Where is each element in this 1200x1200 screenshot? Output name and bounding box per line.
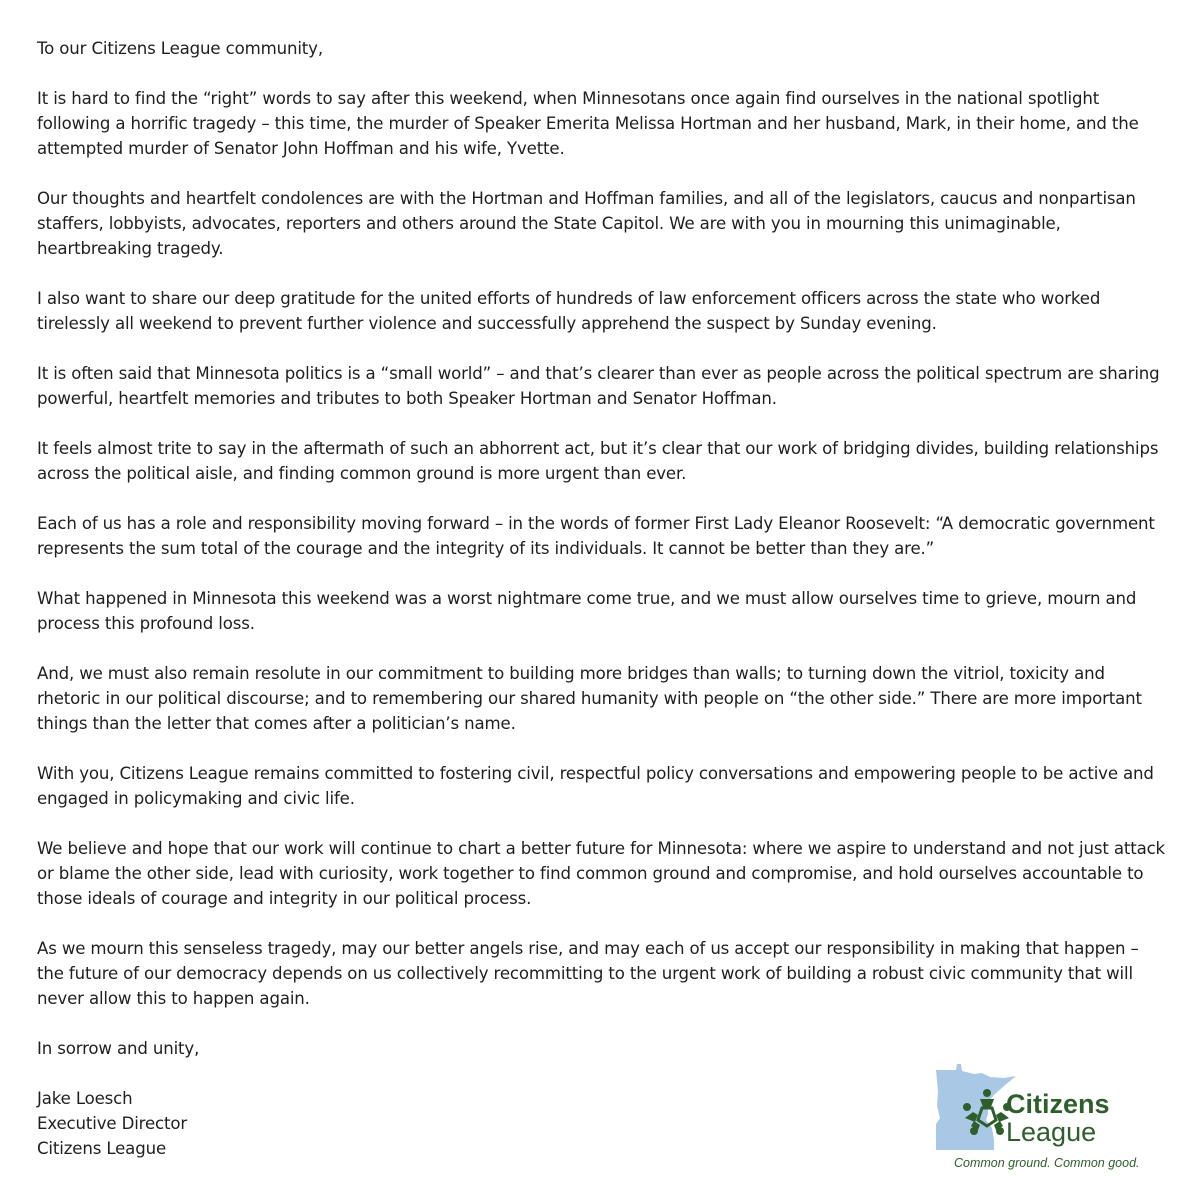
signature-organization: Citizens League	[37, 1139, 167, 1158]
letter-paragraph: It is often said that Minnesota politics is a “small world” – and that’s clearer than ever as people across the political spectrum are sharing powerful, heartfelt memories and tributes to both Speaker Hortman and Senator Hoffman.	[37, 364, 1160, 408]
letter-paragraph: We believe and hope that our work will continue to chart a better future for Minnesota: where we aspire to understand and not just attack or blame the other side, lead with curiosity, work together to find common ground and compromise, and hold ourselves accountable to those ideals of courage and integrity in our political process.	[37, 839, 1166, 908]
letter-paragraph: It is hard to find the “right” words to say after this weekend, when Minnesotans once again find ourselves in the national spotlight following a horrific tragedy – this time, the murder of Speaker Emerita Melissa Hortman and her husband, Mark, in their home, and the attempted murder of Senator John Hoffman and his wife, Yvette.	[37, 89, 1139, 158]
letter-paragraph: As we mourn this senseless tragedy, may our better angels rise, and may each of us accept our responsibility in making that happen – the future of our democracy depends on us collectively recommitting to the urgent work of building a robust civic community that will never allow this to happen again.	[37, 939, 1139, 1008]
citizens-league-logo	[930, 1062, 1170, 1178]
signature-title: Executive Director	[37, 1114, 188, 1133]
logo-name-citizens: Citizens	[1006, 1089, 1110, 1119]
letter-closing: In sorrow and unity,	[37, 1039, 200, 1058]
logo-wordmark	[1006, 1090, 1110, 1146]
letter-body	[37, 36, 1169, 1161]
letter-paragraph: It feels almost trite to say in the aftermath of such an abhorrent act, but it’s clear that our work of bridging divides, building relationships across the political aisle, and finding common ground is more urgent than ever.	[37, 439, 1159, 483]
logo-tagline: Common ground. Common good.	[954, 1156, 1140, 1170]
logo-name-league: League	[1006, 1117, 1097, 1147]
signature-name: Jake Loesch	[37, 1089, 133, 1108]
letter-paragraph: I also want to share our deep gratitude for the united efforts of hundreds of law enforcement officers across the state who worked tirelessly all weekend to prevent further violence and successfully apprehend the suspect by Sunday evening.	[37, 289, 1101, 333]
letter-paragraph: Each of us has a role and responsibility moving forward – in the words of former First Lady Eleanor Roosevelt: “A democratic government represents the sum total of the courage and the integrity of its individuals. It cannot be better than they are.”	[37, 514, 1155, 558]
letter-paragraph: And, we must also remain resolute in our commitment to building more bridges than walls; to turning down the vitriol, toxicity and rhetoric in our political discourse; and to remembering our shared humanity with people on “the other side.” There are more important things than the letter that comes after a politician’s name.	[37, 664, 1142, 733]
letter-greeting: To our Citizens League community,	[37, 39, 323, 58]
letter-paragraph: With you, Citizens League remains committed to fostering civil, respectful policy conversations and empowering people to be active and engaged in policymaking and civic life.	[37, 764, 1154, 808]
letter-paragraph: Our thoughts and heartfelt condolences are with the Hortman and Hoffman families, and all of the legislators, caucus and nonpartisan staffers, lobbyists, advocates, reporters and others around the State Capitol. We are with you in mourning this unimaginable, heartbreaking tragedy.	[37, 189, 1136, 258]
letter-paragraph: What happened in Minnesota this weekend was a worst nightmare come true, and we must allow ourselves time to grieve, mourn and process this profound loss.	[37, 589, 1137, 633]
